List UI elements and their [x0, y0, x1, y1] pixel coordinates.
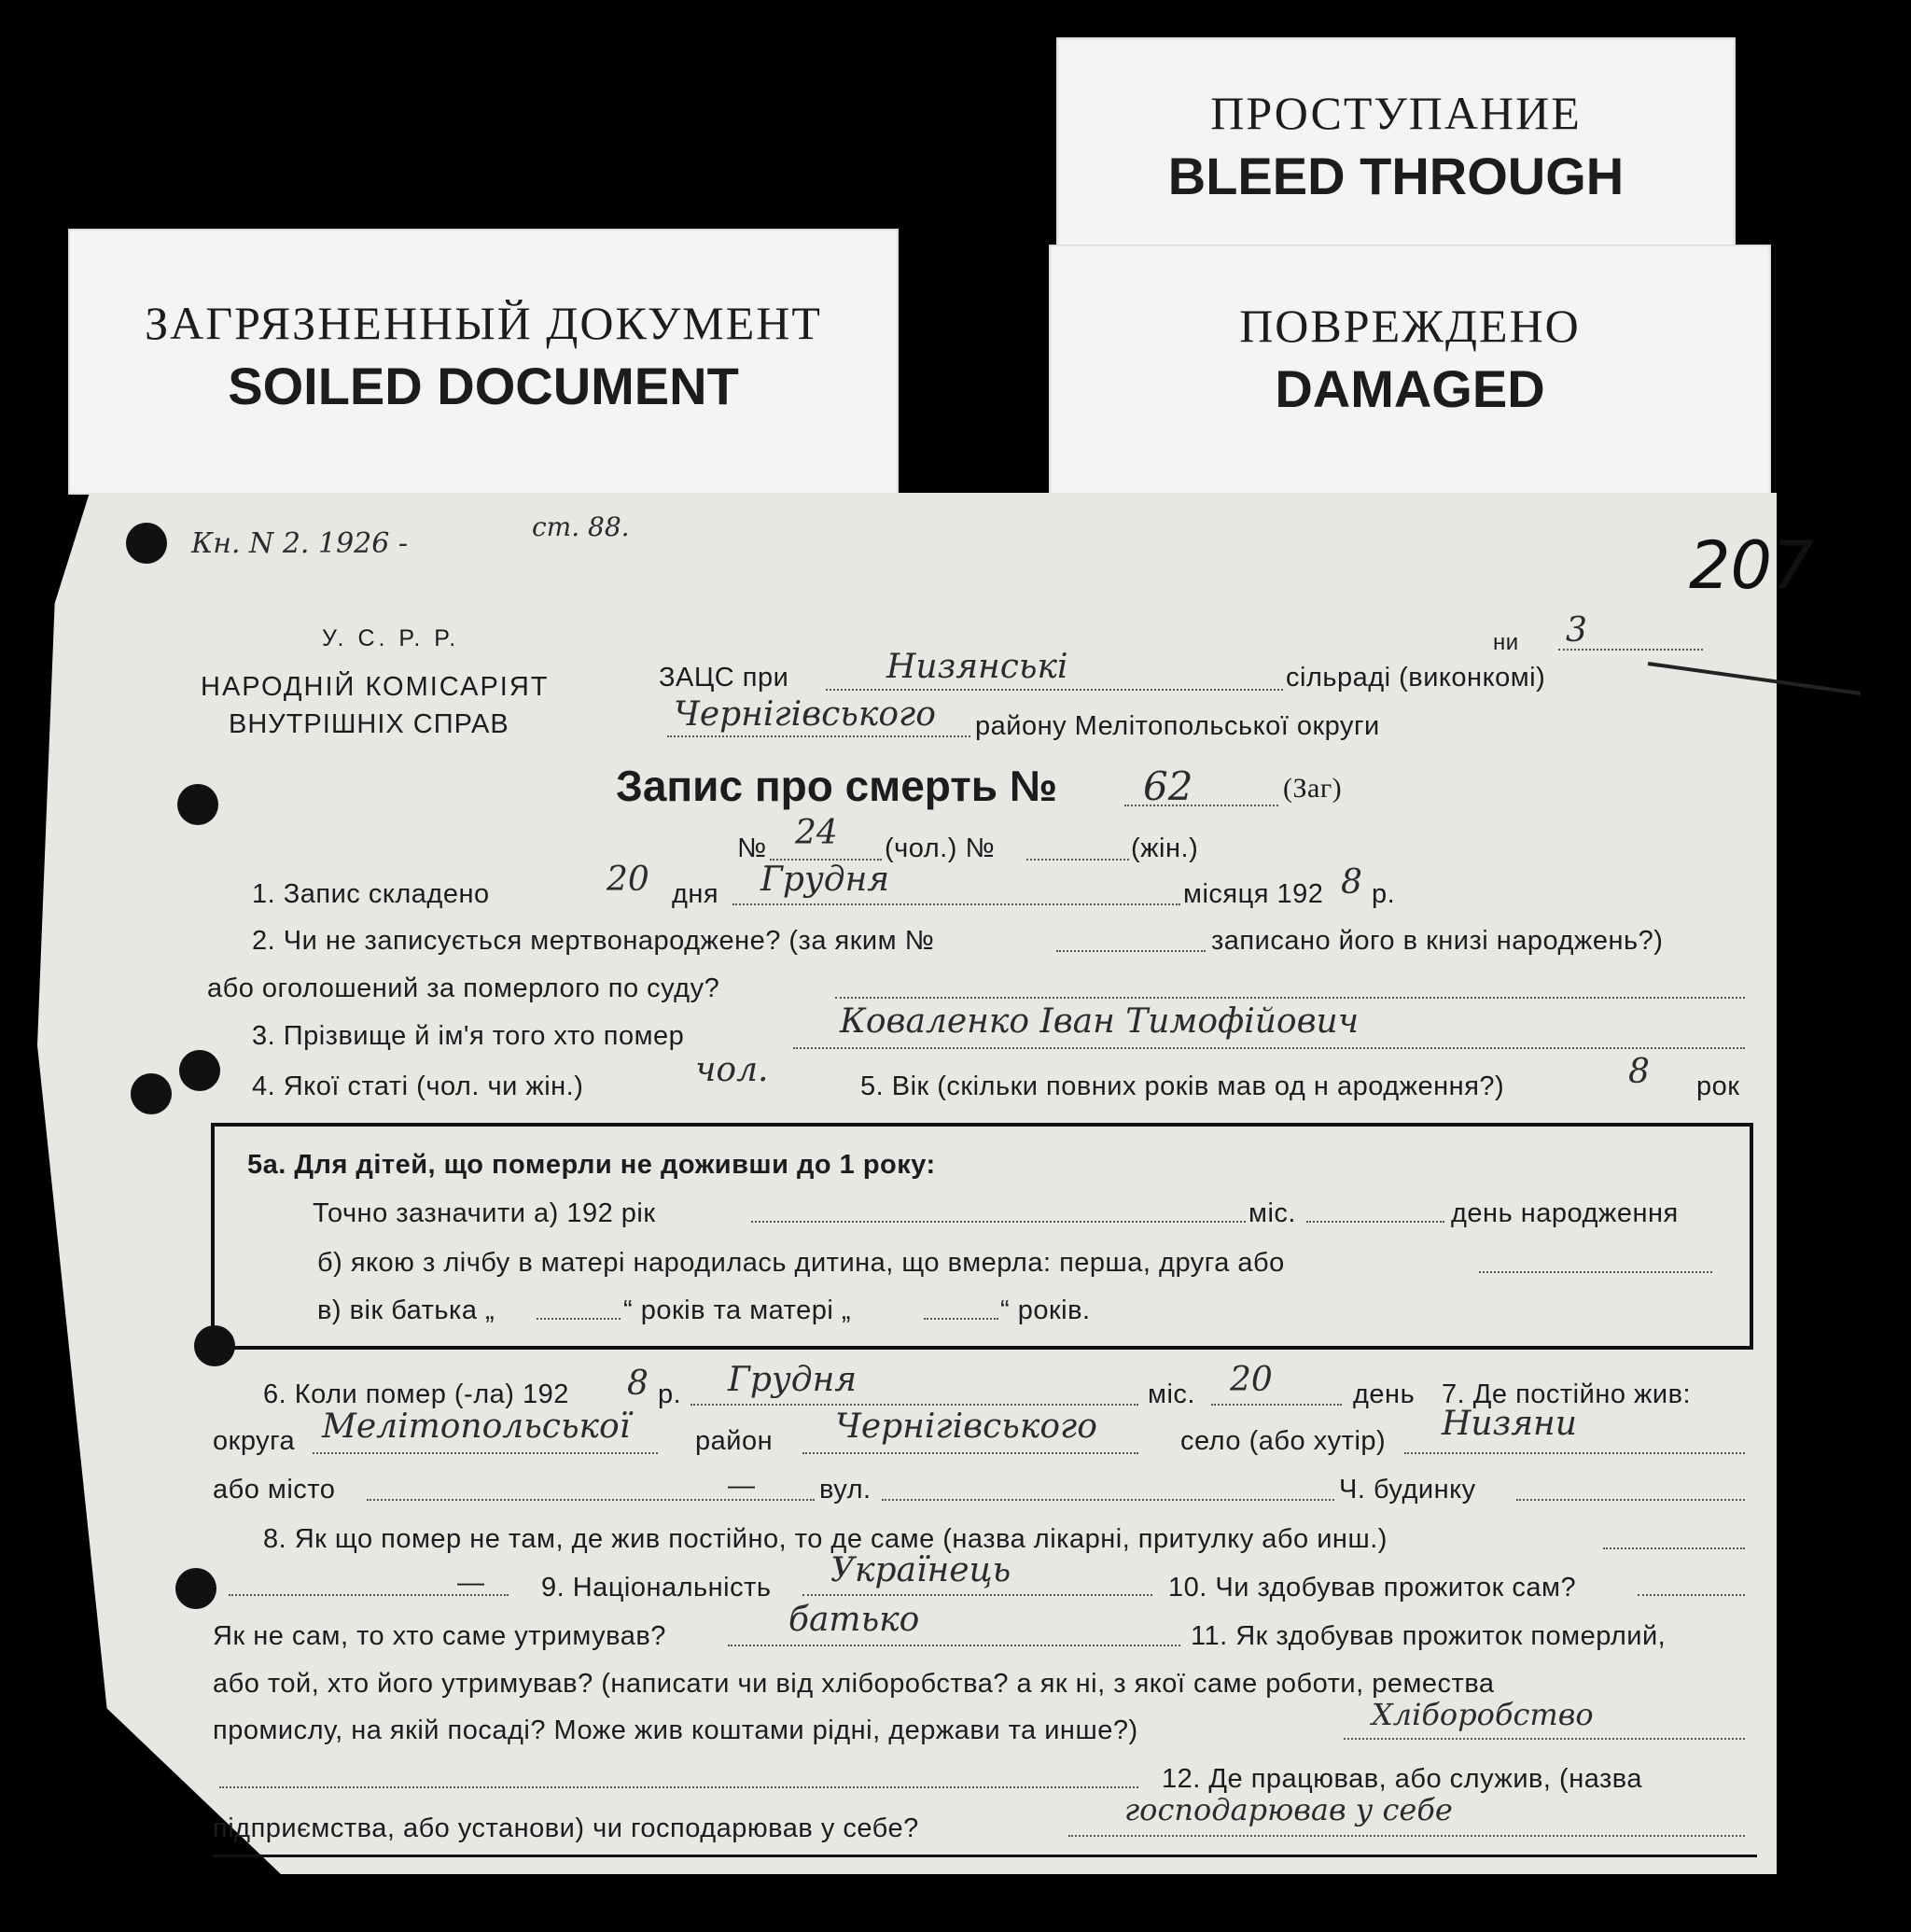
heading-ussr: У. С. Р. Р. [322, 625, 460, 651]
field-1-day: 20 [607, 861, 649, 899]
field-5a-father-age-line [537, 1318, 621, 1320]
field-1-label: 1. Запис складено [252, 879, 490, 909]
field-1-day-word: дня [672, 879, 719, 909]
field-6-month: Грудня [728, 1361, 858, 1399]
bottom-rule [213, 1855, 1757, 1857]
vul-line [882, 1499, 1334, 1501]
field-12-line2: підприємства, або установи) чи господарював у себе? [213, 1813, 919, 1843]
field-5a-title: 5а. Для дітей, що померли не доживши до 1 року: [247, 1150, 936, 1180]
field-1-month-line [732, 903, 1180, 905]
damaged-label-ru: ПОВРЕЖДЕНО [1239, 300, 1581, 352]
ni-line [1558, 649, 1703, 651]
record-suffix: (Заг) [1283, 773, 1343, 804]
field-4-value: чол. [695, 1051, 769, 1089]
punch-hole [131, 1073, 172, 1114]
field-5a-line3b: “ років та матері „ [623, 1295, 852, 1325]
field-6-day: 20 [1230, 1361, 1273, 1399]
field-2-line [1056, 950, 1206, 952]
bleed-label-en: BLEED THROUGH [1167, 147, 1625, 205]
heading-internal-affairs: ВНУТРІШНІХ СПРАВ [229, 709, 509, 739]
district-value: Чернігівського [674, 695, 936, 734]
field-1-year-digit: 8 [1341, 863, 1362, 902]
field-6-day-word: день [1353, 1379, 1416, 1409]
ni-value: 3 [1566, 611, 1587, 650]
field-2b-line [835, 997, 1745, 999]
raion-value: Чернігівського [835, 1407, 1097, 1446]
village-council-line [826, 689, 1283, 691]
field-5a-line1: Точно зазначити а) 192 рік [313, 1198, 656, 1228]
field-5a-line1-end: день народження [1451, 1198, 1679, 1228]
field-6-mis: міс. [1148, 1379, 1195, 1409]
field-10-line [1638, 1594, 1745, 1596]
male-no-label: № [737, 833, 767, 863]
male-label: (чол.) № [885, 833, 996, 863]
damaged-label-en: DAMAGED [1275, 359, 1545, 418]
field-12-value: господарював у себе [1124, 1792, 1453, 1827]
field-7-label: 7. Де постійно жив: [1442, 1379, 1692, 1409]
field-11-line-b [219, 1786, 1138, 1788]
punch-hole [177, 784, 218, 825]
damaged-label [1049, 245, 1771, 497]
field-3-value: Коваленко Іван Тимофійович [840, 1002, 1360, 1041]
bleed-through-label [1056, 37, 1736, 252]
page-reference: ст. 88. [532, 511, 630, 542]
selo-value: Низяни [1442, 1405, 1577, 1443]
vul-label: вул. [819, 1475, 872, 1505]
field-11-line-a [1344, 1738, 1745, 1740]
zags-prefix: ЗАЦС при [659, 663, 789, 693]
budynok-line [1516, 1499, 1745, 1501]
heading-commissariat: НАРОДНІЙ КОМІСАРІЯТ [201, 672, 550, 702]
soiled-document-label [68, 229, 899, 495]
field-5a-line2: б) якою з лічбу в матері народилась дитина, що вмерла: перша, друга або [317, 1248, 1285, 1278]
district-line [667, 735, 970, 737]
field-6-day-line [1211, 1404, 1342, 1406]
female-number-line [1026, 859, 1129, 861]
misto-value: — [728, 1471, 756, 1501]
soiled-label-ru: ЗАГРЯЗНЕННЫЙ ДОКУМЕНТ [145, 297, 822, 349]
field-8-value: — [457, 1568, 485, 1598]
field-3-line [793, 1047, 1745, 1049]
record-number-line [1124, 805, 1278, 806]
record-title-text: Запис про смерть № [616, 762, 1058, 810]
field-2b-label: або оголошений за померлого по суду? [207, 973, 720, 1003]
field-6-year-digit: 8 [627, 1365, 649, 1403]
raion-line [802, 1452, 1138, 1454]
field-5a-mis: міс. [1248, 1198, 1296, 1228]
field-10b-line [728, 1645, 1180, 1646]
field-6-year-suffix: р. [658, 1379, 682, 1409]
punch-hole [126, 523, 167, 564]
field-10b-label: Як не сам, то хто саме утримував? [213, 1621, 666, 1651]
field-12-line [1068, 1835, 1745, 1837]
field-5-label: 5. Вік (скільки повних років мав од н ародження?) [860, 1071, 1505, 1101]
male-number: 24 [795, 814, 838, 852]
field-3-label: 3. Прізвище й ім'я того хто помер [252, 1021, 685, 1051]
field-6-month-line [690, 1404, 1138, 1406]
field-5a-year-line [751, 1221, 1246, 1223]
okruha-label: округа [213, 1426, 296, 1456]
field-9-label: 9. Національність [541, 1573, 772, 1603]
field-11-label: 11. Як здобував прожиток померлий, [1191, 1621, 1667, 1651]
field-8-label: 8. Як що помер не там, де жив постійно, то де саме (назва лікарні, притулку або инш.) [263, 1524, 1388, 1554]
field-11-value: Хліборобство [1372, 1697, 1594, 1732]
field-10-label: 10. Чи здобував прожиток сам? [1168, 1573, 1577, 1603]
punch-hole [175, 1568, 216, 1609]
council-suffix: сільраді (виконкомі) [1286, 663, 1546, 693]
field-1-year-suffix: р. [1372, 879, 1396, 909]
soiled-label-en: SOILED DOCUMENT [228, 357, 739, 415]
archive-reference: Кн. N 2. 1926 - [191, 527, 409, 560]
field-5a-day-line [1306, 1221, 1444, 1223]
ni-label: ни [1493, 630, 1519, 655]
field-9-line [802, 1594, 1152, 1596]
field-11-line2: або той, хто його утримував? (написати чи від хліборобства? а як ні, з якої саме роботи, ремества [213, 1669, 1495, 1699]
field-5a-mother-age-line [924, 1318, 998, 1320]
budynok-label: Ч. будинку [1339, 1475, 1476, 1505]
page-number: 207 [1689, 527, 1814, 604]
punch-hole [179, 1050, 220, 1091]
record-title [616, 761, 1057, 811]
female-label: (жін.) [1131, 833, 1199, 863]
village-council-value: Низянські [886, 648, 1068, 686]
record-number: 62 [1143, 763, 1193, 809]
selo-label: село (або хутір) [1180, 1426, 1387, 1456]
misto-label: або місто [213, 1475, 336, 1505]
bleed-label-ru: ПРОСТУПАНИЕ [1210, 87, 1582, 139]
field-6-label: 6. Коли помер (-ла) 192 [263, 1379, 569, 1409]
field-2-suffix: записано його в книзі народжень?) [1211, 926, 1664, 956]
raion-label: район [695, 1426, 774, 1456]
field-9-value: Українець [830, 1551, 1011, 1589]
selo-line [1404, 1452, 1745, 1454]
field-5-suffix: рок [1696, 1071, 1740, 1101]
field-1-month-word: місяця 192 [1183, 879, 1324, 909]
field-5a-line3a: в) вік батька „ [317, 1295, 495, 1325]
district-suffix: району Мелітопольської округи [975, 711, 1380, 741]
field-5a-line3c: “ років. [1000, 1295, 1091, 1325]
field-11-line3: промислу, на якій посаді? Може жив коштами рідні, держави та инше?) [213, 1715, 1138, 1745]
field-4-label: 4. Якої статі (чол. чи жін.) [252, 1071, 584, 1101]
okruha-value: Мелітопольської [322, 1407, 631, 1446]
field-1-month: Грудня [760, 861, 890, 899]
field-12-label: 12. Де працював, або служив, (назва [1162, 1764, 1643, 1794]
field-8-line-a [1603, 1547, 1745, 1549]
okruha-line [313, 1452, 658, 1454]
field-5-value: 8 [1628, 1053, 1650, 1091]
field-5a-order-line [1479, 1271, 1712, 1273]
field-2-label: 2. Чи не записується мертвонароджене? (за яким № [252, 926, 935, 956]
field-10b-value: батько [788, 1601, 920, 1639]
